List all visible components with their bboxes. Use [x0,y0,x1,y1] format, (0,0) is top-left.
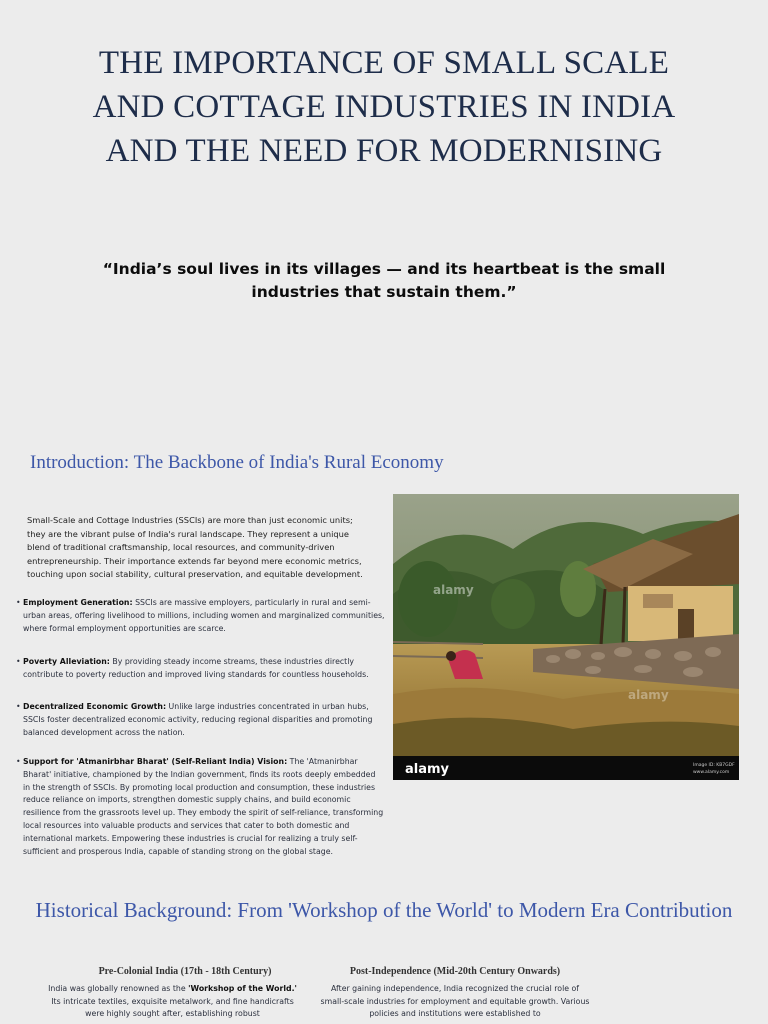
history-heading: Historical Background: From 'Workshop of the World' to Modern Era Contribution [35,898,733,922]
watermark-text: alamy [628,688,669,702]
bullet-text: By providing steady income streams, these industries directly contribute to poverty reduction and improved living standards for countless households. [23,657,369,679]
village-photo [393,494,739,780]
photo-url: www.alamy.com [693,770,730,775]
pre-colonial-heading: Pre-Colonial India (17th - 18th Century) [98,966,272,977]
bullet-text: SSCIs are massive employers, particularly in rural and semi-urban areas, offering livelihood to millions, including women and marginalized communities, where formal employment opportunities are scarce. [23,598,385,633]
bullet-text: Unlike large industries concentrated in urban hubs, SSCIs foster decentralized economic activity, reducing regional disparities and promoting balanced development across the nation. [23,702,373,737]
watermark-text: alamy [433,583,474,597]
opening-quote: “India’s soul lives in its villages — and its heartbeat is the small industries that sustain them.” [102,260,666,301]
intro-heading: Introduction: The Backbone of India's Rural Economy [30,452,444,473]
pre-colonial-text-a: India was globally renowned as the [48,984,189,993]
bullet-label: Decentralized Economic Growth: [23,702,167,711]
bullet-label: Poverty Alleviation: [23,657,110,666]
pre-colonial-text [45,983,300,1021]
bullet-label: Support for 'Atmanirbhar Bharat' (Self-Reliant India) Vision: [23,757,288,766]
bullet-label: Employment Generation: [23,598,133,607]
post-independence-text: After gaining independence, India recognized the crucial role of small-scale industries for employment and equitable growth. Various policies and institutions were established to [320,984,590,1019]
post-independence-heading: Post-Independence (Mid-20th Century Onwards) [349,966,561,977]
bullet-decentralized-growth [16,701,392,739]
workshop-of-the-world-bold: 'Workshop of the World.' [188,984,297,993]
bullet-atmanirbhar-bharat [16,756,384,858]
page-title: THE IMPORTANCE OF SMALL SCALE AND COTTAGE INDUSTRIES IN INDIA AND THE NEED FOR MODERNISING [92,45,676,169]
pre-colonial-text-b: Its intricate textiles, exquisite metalwork, and fine handicrafts were highly sought after, establishing robust [51,996,294,1019]
alamy-logo: alamy [405,762,450,777]
photo-image-id: Image ID: KB7GDF [693,763,735,768]
bullet-poverty-alleviation [16,656,392,682]
bullet-employment-generation [16,597,392,635]
bullet-text: The 'Atmanirbhar Bharat' initiative, championed by the Indian government, finds its roots deeply embedded in the strength of SSCIs. By promoting local production and consumption, these industries reduce reliance on imports, strengthen domestic supply chains, and build economic resilience from the grassroots level up. They embody the spirit of self-reliance, transforming local resources into valuable products and services that cater to both domestic and international markets. Empowering these industries is crucial for realizing a truly self-sufficient and prosperous India, capable of standing strong on the global stage. [23,757,384,856]
intro-paragraph: Small-Scale and Cottage Industries (SSCIs) are more than just economic units; they are the vibrant pulse of India's rural landscape. They represent a unique blend of traditional craftsmanship, local resources, and community-driven entrepreneurship. Their importance extends far beyond mere economic metrics, touching upon social stability, cultural preservation, and equitable development. [27,515,363,579]
